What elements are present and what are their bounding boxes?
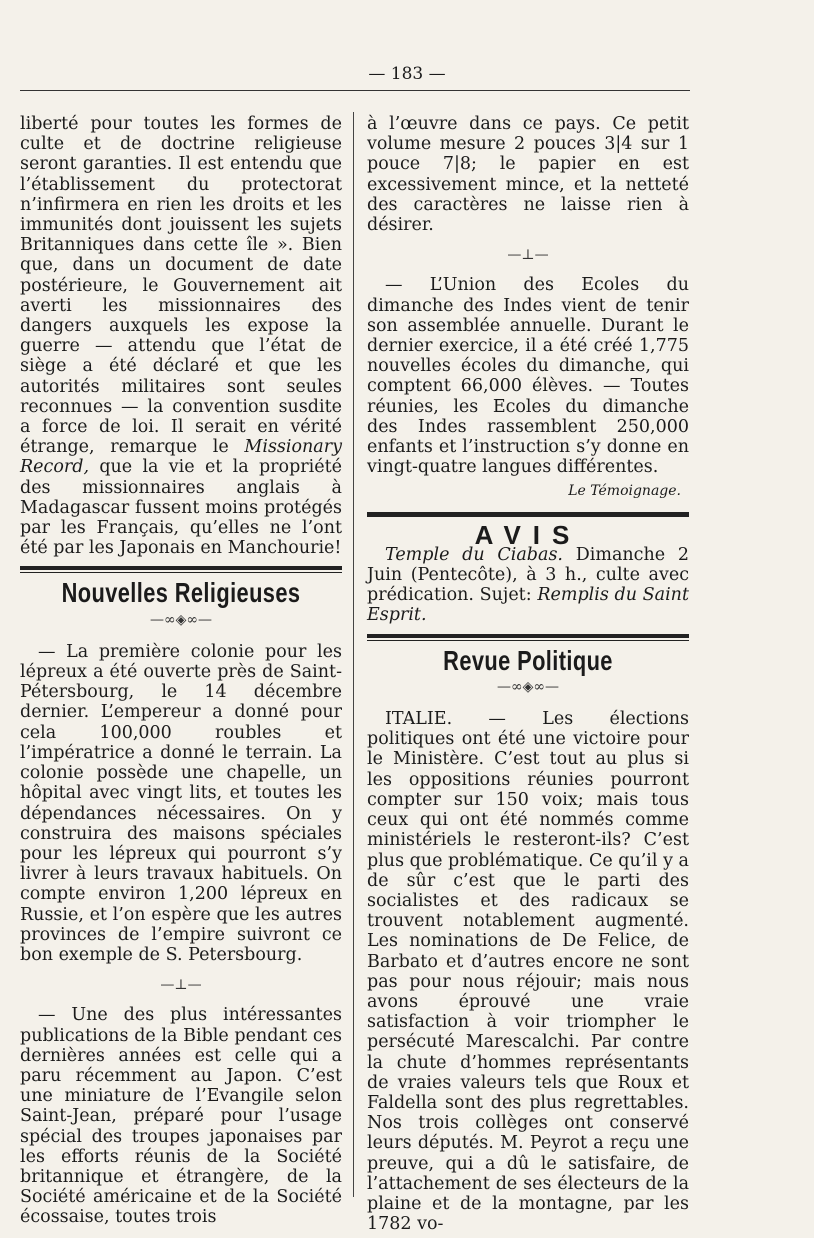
section-rule bbox=[367, 634, 689, 641]
continued-tail: que la vie et la propriété des missionnaires anglais à Madagascar fussent moins protégés par les Français, qu’elles ne l’ont été par les Japonais en Manchourie! bbox=[20, 457, 342, 559]
avis-rule bbox=[367, 512, 689, 517]
avis-title: AVIS bbox=[474, 519, 582, 550]
right-column bbox=[367, 114, 689, 1234]
separator: —⊥— bbox=[507, 247, 549, 264]
news-item-lepreux: — La première colonie pour les lépreux a été ouverte près de Saint-Pétersbourg, le 14 décembre dernier. L’empereur a donné pour cela 100,000 roubles et l’impératrice a donné le terrain. La colonie possède une chapelle, un hôpital avec vingt lits, et toutes les dépendances nécessaires. On y construira des maisons spéciales pour les lépreux qui pourront s’y livrer à leurs travaux habituels. On compte environ 1,200 lépreux en Russie, et l’on espère que les autres provinces de l’empire suivront ce bon exemple de S. Petersbourg. bbox=[20, 641, 342, 965]
avis-text: Dimanche 2 Juin (Pentecôte), à 3 h., culte avec prédication. Sujet: bbox=[367, 544, 689, 606]
column-divider bbox=[353, 112, 354, 1197]
continued-emphasis: Missionary Record, bbox=[20, 437, 342, 478]
news-item-ecoles-indes: — L’Union des Ecoles du dimanche des Indes vient de tenir son assemblée annuelle. Durant le dernier exercice, il a été créé 1,775 nouvelles écoles du dimanche, qui comptent 66,000 élèves. — Toutes réunies, les Ecoles du dimanche des Indes rassemblent 250,000 enfants et l’instruction s’y donne en vingt-quatre langues différentes. bbox=[367, 275, 689, 478]
politique-italie: ITALIE. — Les élections politiques ont été une victoire pour le Ministère. C’est tout au plus si les oppositions réunies pourront compter sur 150 voix; mais tous ceux qui ont été nommés comme ministériels le resteront-ils? C’est plus que problématique. Ce qu’il y a de sûr c’est que le parti des socialistes et des radicaux se trouvent notablement augmenté. Les nominations de De Felice, de Barbato et d’autres encore ne sont pas pour nous réjouir; mais nous avons éprouvé une vraie satisfaction à voir triompher le persécuté Marescalchi. Par contre la chute d’hommes représentants de vraies valeurs tels que Roux et Faldella sont des plus regrettables. Nos trois collèges ont conservé leurs députés. M. Peyrot a reçu une preuve, qui a dû le satisfaire, de l’attachement de ses électeurs de la plaine et de la montagne, par les 1782 vo- bbox=[367, 709, 689, 1235]
avis-place: Temple du Ciabas. bbox=[385, 544, 563, 565]
source-attribution: Le Témoignage. bbox=[568, 483, 681, 500]
page-number: — 183 — bbox=[368, 64, 446, 84]
separator: —⊥— bbox=[160, 977, 202, 994]
avis-notice bbox=[367, 545, 689, 626]
news-item-bible-japon: — Une des plus intéressantes publications de la Bible pendant ces dernières années est celle qui a paru récemment au Japon. C’est une miniature de l’Evangile selon Saint-Jean, préparé pour l’usage spécial des troupes japonaises par les efforts réunis de la Société britannique et étrangère, de la Société américaine et de la Société écossaise, toutes trois bbox=[20, 1005, 342, 1228]
header-rule bbox=[20, 90, 690, 91]
section-title-nouvelles: Nouvelles Religieuses bbox=[61, 577, 301, 609]
left-column bbox=[20, 114, 342, 1228]
avis-sermon-title: Remplis du Saint Esprit. bbox=[367, 585, 689, 626]
ornament: —∞◈∞— bbox=[496, 678, 560, 695]
section-rule bbox=[20, 566, 342, 573]
ornament: —∞◈∞— bbox=[149, 611, 213, 628]
section-title-politique: Revue Politique bbox=[443, 644, 613, 676]
continued-bible-paragraph: à l’œuvre dans ce pays. Ce petit volume mesure 2 pouces 3|4 sur 1 pouce 7|8; le papier en est excessivement mince, et la netteté des caractères ne laisse rien à désirer. bbox=[367, 114, 689, 236]
continued-text: liberté pour toutes les formes de culte et de doctrine religieuse seront garanties. Il est entendu que l’établissement du protectorat n’infirmera en rien les droits et les immunités dont jouissent les sujets Britanniques dans cette île ». Bien que, dans un document de date postérieure, le Gouvernement ait averti les missionnaires des dangers auxquels les expose la guerre — attendu que l’état de siège a été déclaré et que les autorités militaires sont seules reconnues — la convention susdite a force de loi. Il serait en vérité étrange, remarque le bbox=[20, 114, 342, 458]
continued-paragraph bbox=[20, 114, 342, 558]
